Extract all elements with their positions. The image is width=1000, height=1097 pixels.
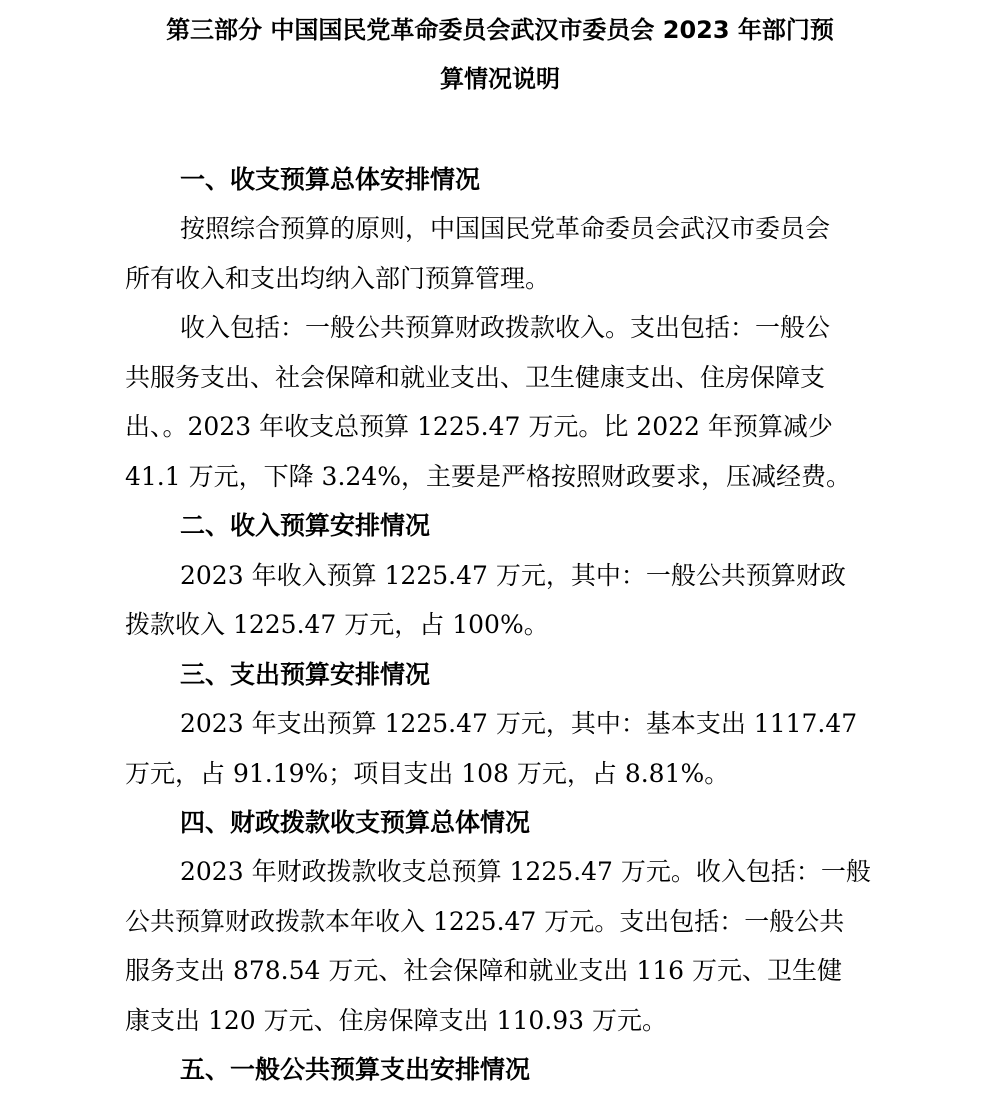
section-1-paragraph-2-line-3: 出、。2023 年收支总预算 1225.47 万元。比 2022 年预算减少 — [125, 412, 833, 441]
section-1-paragraph-2-line-4: 41.1 万元，下降 3.24%，主要是严格按照财政要求，压减经费。 — [125, 462, 851, 491]
section-4-heading: 四、财政拨款收支预算总体情况 — [180, 808, 531, 837]
document-title-line-1: 第三部分 中国国民党革命委员会武汉市委员会 2023 年部门预 — [166, 16, 834, 44]
section-2-heading: 二、收入预算安排情况 — [180, 511, 431, 540]
section-3-line-1: 2023 年支出预算 1225.47 万元，其中：基本支出 1117.47 — [180, 709, 858, 738]
section-4-line-1: 2023 年财政拨款收支总预算 1225.47 万元。收入包括：一般 — [180, 857, 871, 886]
document-title-line-2: 算情况说明 — [440, 65, 560, 93]
section-3-line-2: 万元，占 91.19%；项目支出 108 万元，占 8.81%。 — [125, 759, 730, 788]
section-4-line-2: 公共预算财政拨款本年收入 1225.47 万元。支出包括：一般公共 — [125, 907, 845, 936]
section-3-heading: 三、支出预算安排情况 — [180, 660, 431, 689]
section-5-heading: 五、一般公共预算支出安排情况 — [180, 1055, 531, 1084]
section-2-line-1: 2023 年收入预算 1225.47 万元，其中：一般公共预算财政 — [180, 561, 846, 590]
section-1-paragraph-1-line-2: 所有收入和支出均纳入部门预算管理。 — [125, 264, 551, 293]
section-2-line-2: 拨款收入 1225.47 万元，占 100%。 — [125, 610, 549, 639]
section-1-paragraph-2-line-2: 共服务支出、社会保障和就业支出、卫生健康支出、住房保障支 — [125, 363, 826, 392]
section-1-heading: 一、收支预算总体安排情况 — [180, 165, 481, 194]
section-4-line-4: 康支出 120 万元、住房保障支出 110.93 万元。 — [125, 1006, 667, 1035]
section-1-paragraph-2-line-1: 收入包括：一般公共预算财政拨款收入。支出包括：一般公 — [180, 313, 831, 342]
section-1-paragraph-1-line-1: 按照综合预算的原则，中国国民党革命委员会武汉市委员会 — [180, 214, 831, 243]
section-4-line-3: 服务支出 878.54 万元、社会保障和就业支出 116 万元、卫生健 — [125, 956, 842, 985]
